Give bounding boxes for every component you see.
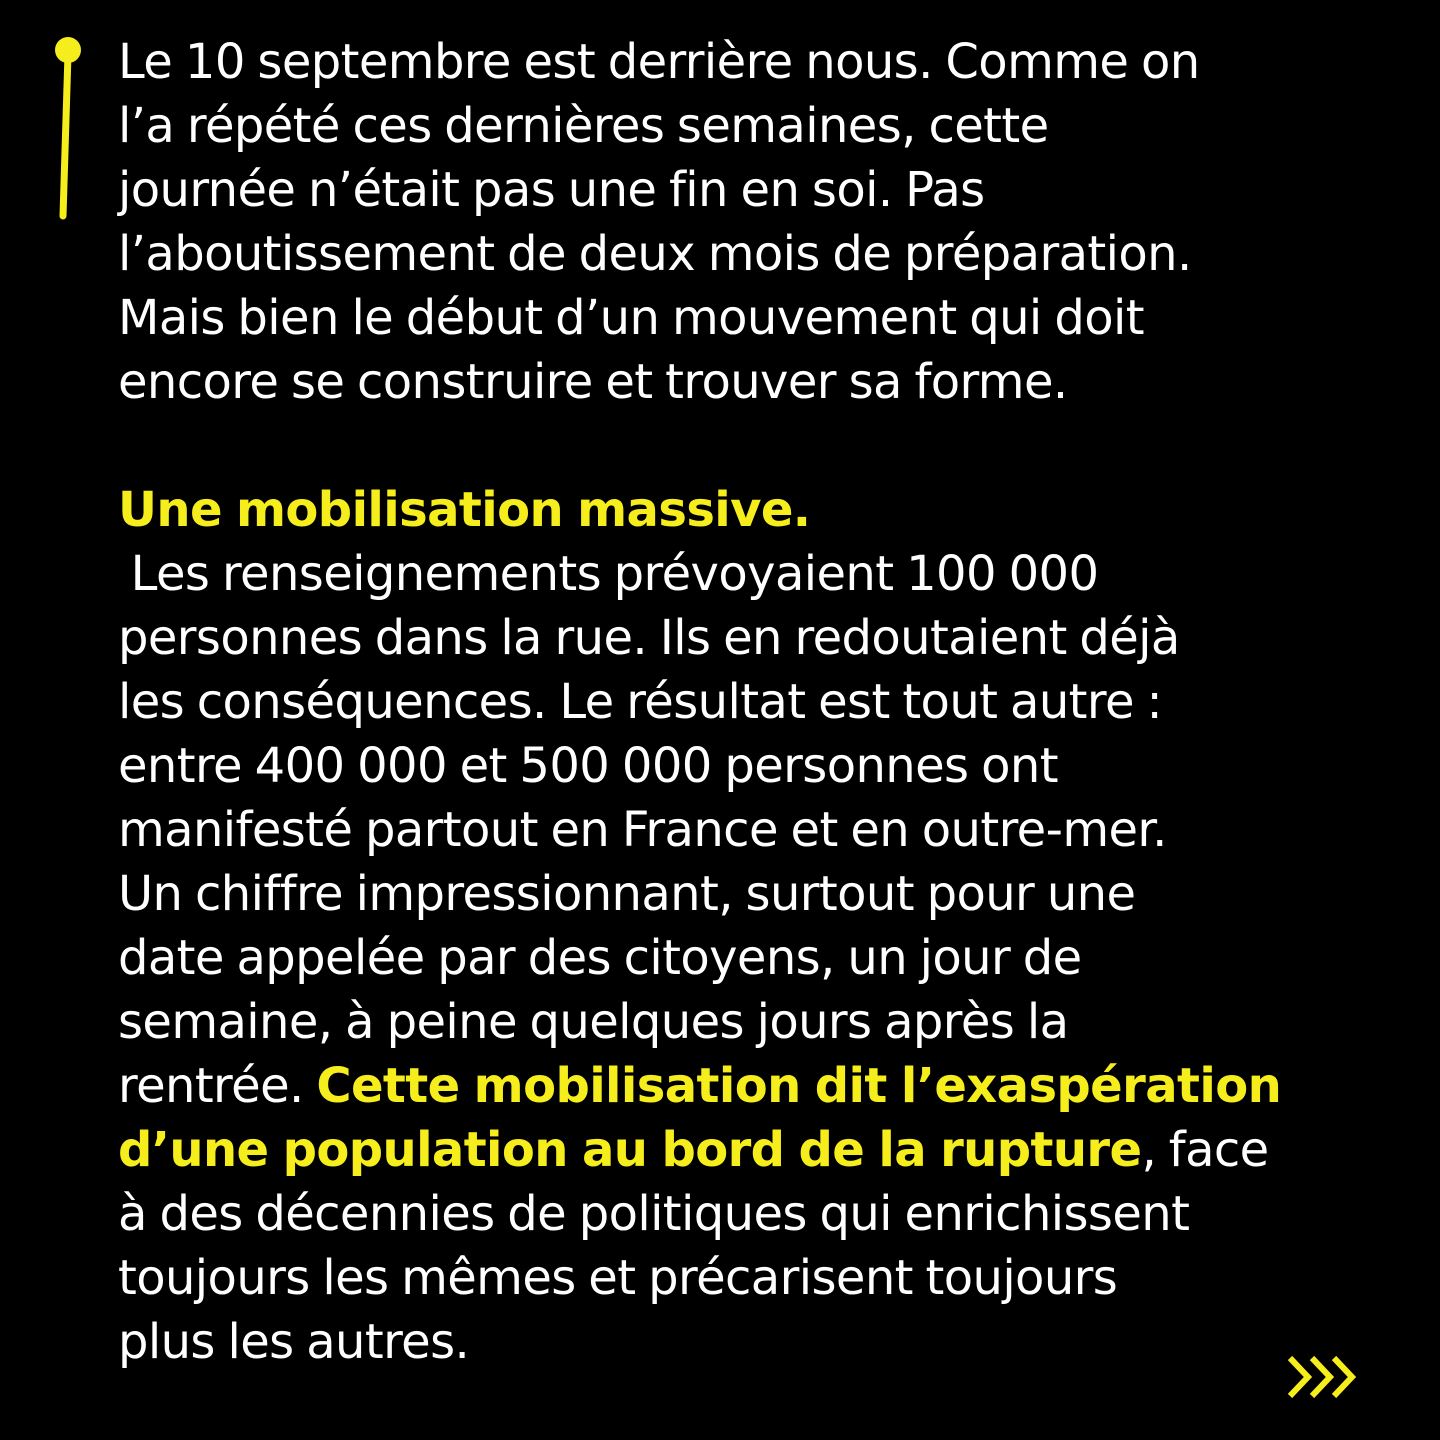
article-text	[118, 30, 1388, 1374]
highlighted-text: d’une population au bord de la rupture	[118, 1122, 1142, 1178]
body-line	[118, 542, 1388, 606]
body-line: entre 400 000 et 500 000 personnes ont	[118, 738, 1058, 794]
body-line: les conséquences. Le résultat est tout autre :	[118, 674, 1163, 730]
body-line-mixed	[118, 1054, 1388, 1118]
body-line: personnes dans la rue. Ils en redoutaient déjà	[118, 610, 1180, 666]
intro-line: Le 10 septembre est derrière nous. Comme on	[118, 34, 1200, 90]
triple-chevron-right-icon[interactable]	[1286, 1352, 1360, 1402]
body-line: à des décennies de politiques qui enrichissent	[118, 1186, 1190, 1242]
intro-line: Mais bien le début d’un mouvement qui doit	[118, 290, 1144, 346]
body-line: semaine, à peine quelques jours après la	[118, 994, 1069, 1050]
paragraph-spacer	[118, 414, 1388, 478]
body-line: toujours les mêmes et précarisent toujours	[118, 1250, 1118, 1306]
body-line: plus les autres.	[118, 1314, 470, 1370]
body-line: manifesté partout en France et en outre-mer.	[118, 802, 1167, 858]
intro-line: l’a répété ces dernières semaines, cette	[118, 98, 1049, 154]
body-line: date appelée par des citoyens, un jour de	[118, 930, 1082, 986]
intro-line: encore se construire et trouver sa forme.	[118, 354, 1068, 410]
highlighted-text: Cette mobilisation dit l’exaspération	[316, 1058, 1282, 1114]
body-text: rentrée.	[118, 1058, 317, 1114]
intro-line: l’aboutissement de deux mois de préparation.	[118, 226, 1192, 282]
body-line-mixed	[118, 1118, 1388, 1182]
body-text: , face	[1141, 1122, 1269, 1178]
body-line: Un chiffre impressionnant, surtout pour une	[118, 866, 1136, 922]
section-heading: Une mobilisation massive.	[118, 482, 811, 538]
pushpin-line-icon	[54, 34, 84, 224]
intro-line: journée n’était pas une fin en soi. Pas	[118, 162, 985, 218]
body-line-text: Les renseignements prévoyaient 100 000	[118, 546, 1099, 602]
